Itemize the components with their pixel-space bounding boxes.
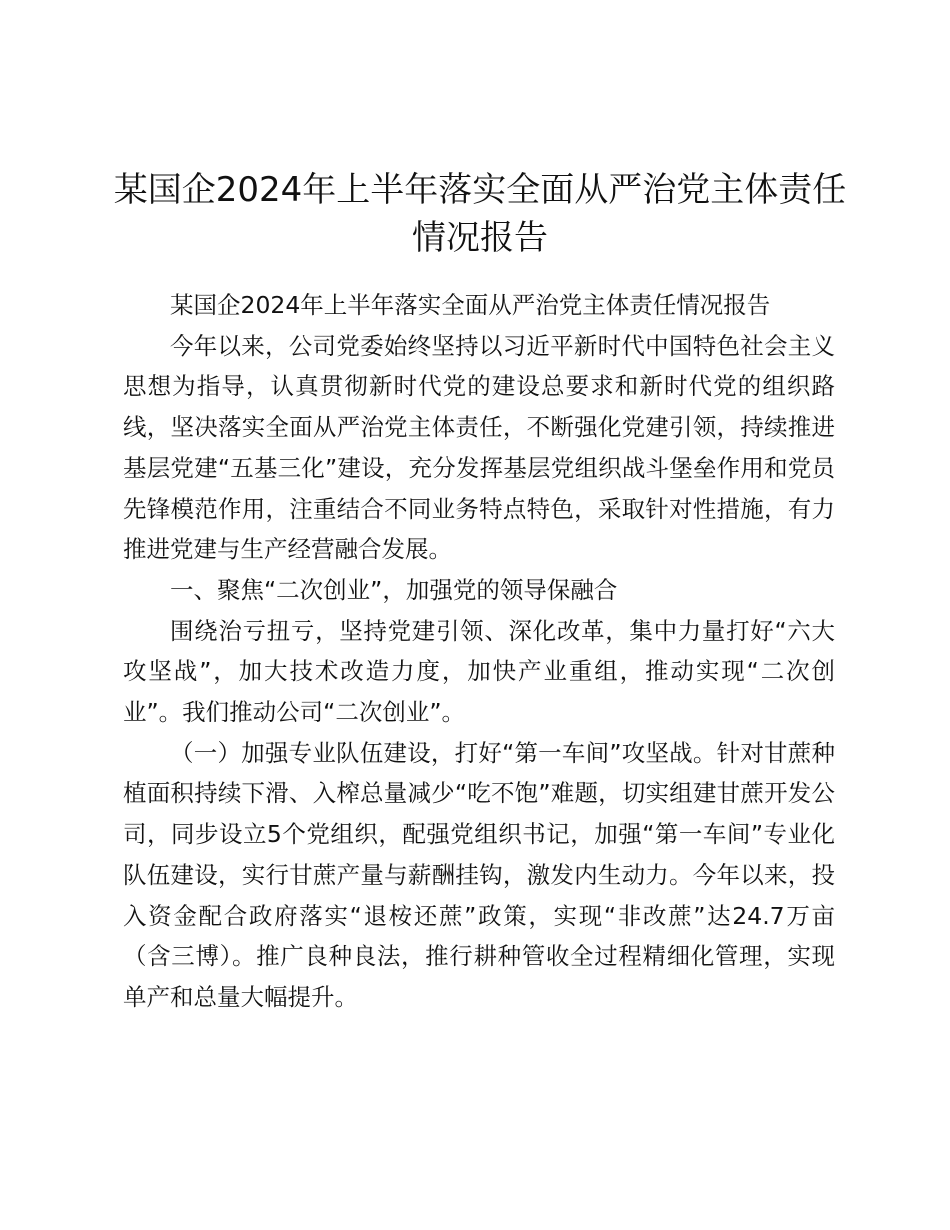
document-title: 某国企2024年上半年落实全面从严治党主体责任情况报告 bbox=[113, 170, 847, 258]
paragraph-subsection-1: （一）加强专业队伍建设，打好“第一车间”攻坚战。针对甘蔗种植面积持续下滑、入榨总量减少“吃不饱”难题，切实组建甘蔗开发公司，同步设立5个党组织，配强党组织书记，加强“第一车间”专业化队伍建设，实行甘蔗产量与薪酬挂钩，激发内生动力。今年以来，投入资金配合政府落实“退桉还蔗”政策，实现“非改蔗”达24.7万亩（含三博）。推广良种良法，推行耕种管收全过程精细化管理，实现单产和总量大幅提升。 bbox=[123, 738, 835, 1011]
section-heading-1: 一、聚焦“二次创业”，加强党的领导保融合 bbox=[170, 575, 618, 604]
paragraph-intro: 今年以来，公司党委始终坚持以习近平新时代中国特色社会主义思想为指导，认真贯彻新时代党的建设总要求和新时代党的组织路线，坚决落实全面从严治党主体责任，不断强化党建引领，持续推进基层党建“五基三化”建设，充分发挥基层党组织战斗堡垒作用和党员先锋模范作用，注重结合不同业务特点特色，采取针对性措施，有力推进党建与生产经营融合发展。 bbox=[123, 331, 835, 564]
document-body bbox=[123, 285, 835, 1018]
paragraph-repeated-title: 某国企2024年上半年落实全面从严治党主体责任情况报告 bbox=[170, 291, 771, 319]
paragraph-section-1: 围绕治亏扭亏，坚持党建引领、深化改革，集中力量打好“六大攻坚战”，加大技术改造力度，加快产业重组，推动实现“二次创业”。我们推动公司“二次创业”。 bbox=[123, 616, 835, 727]
